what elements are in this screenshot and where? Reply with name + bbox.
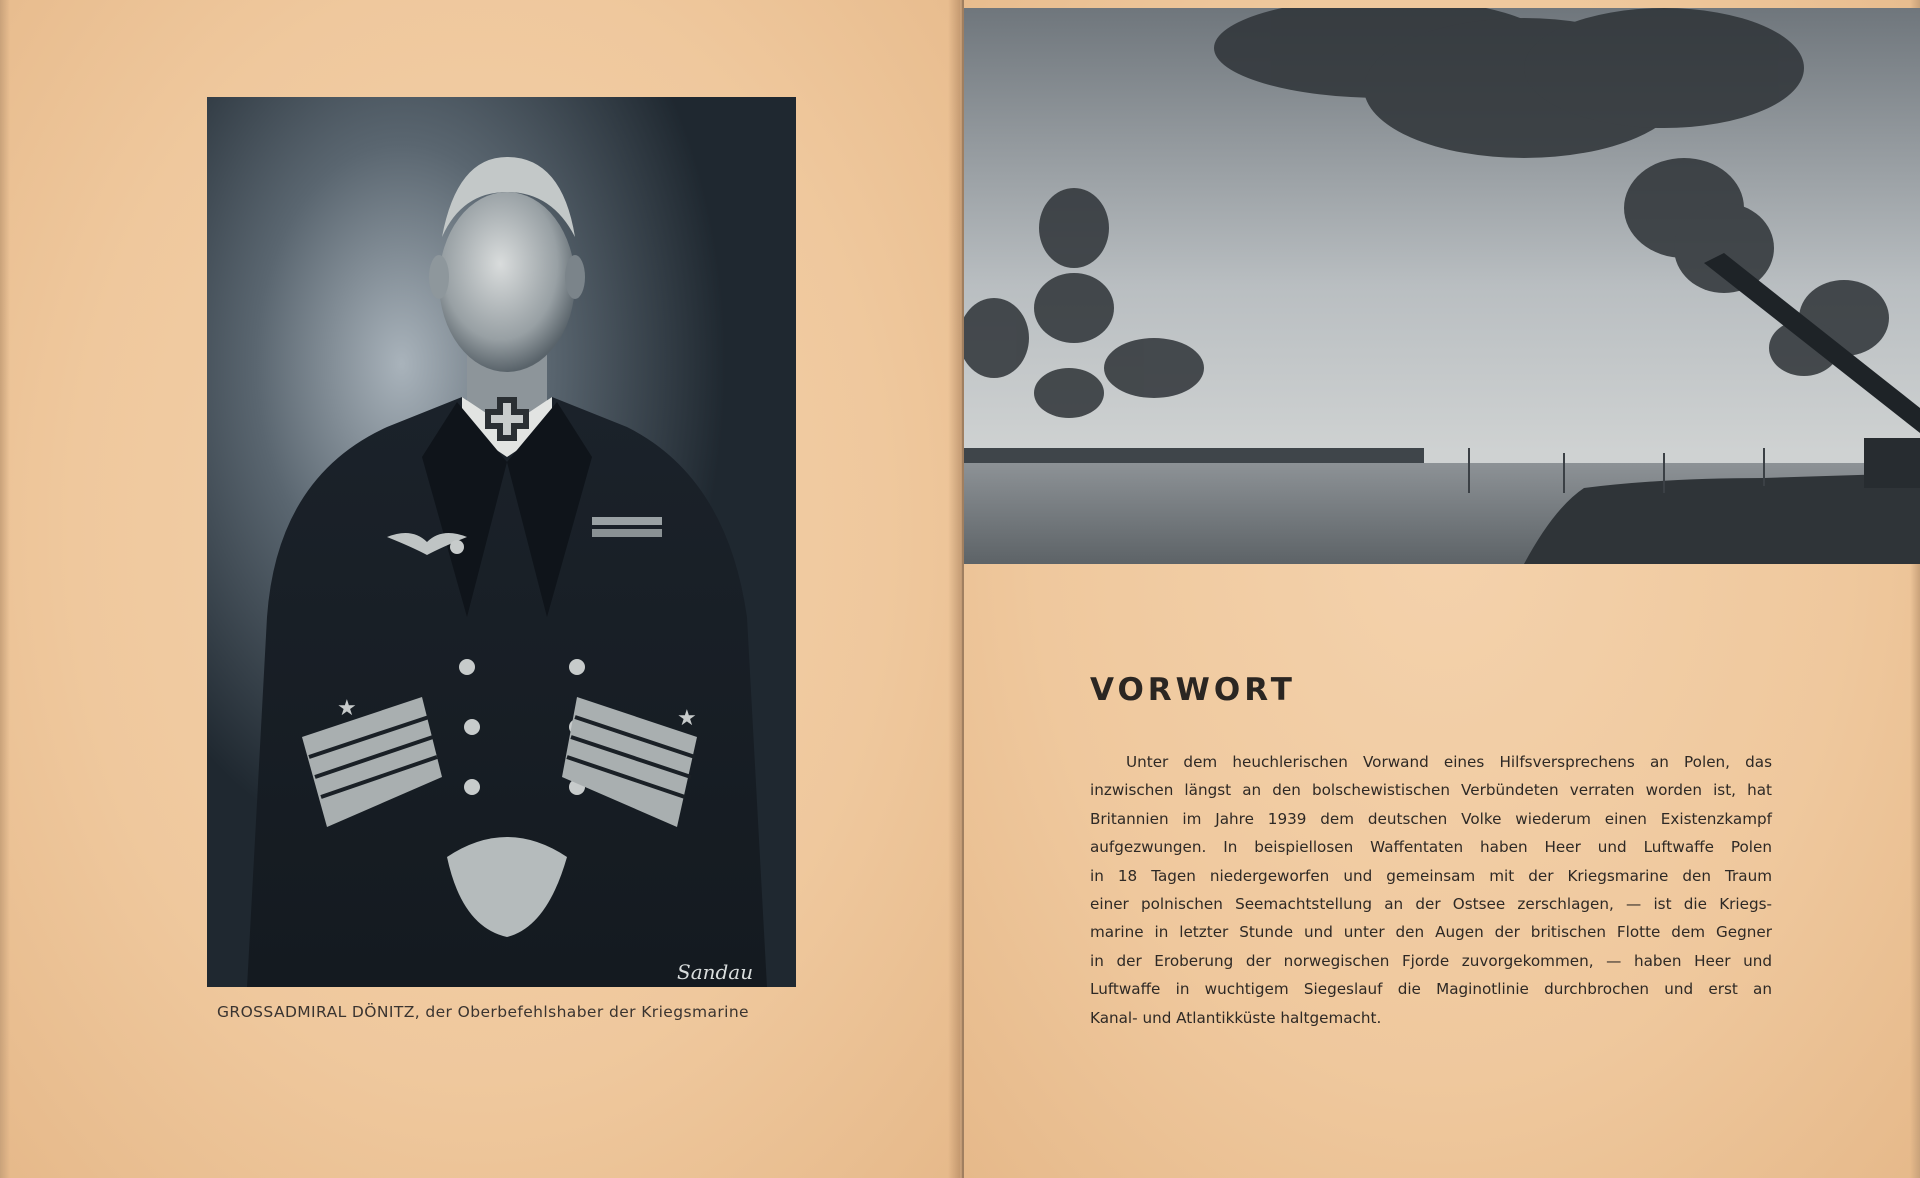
portrait-caption: GROSSADMIRAL DÖNITZ, der Oberbefehlshaber der Kriegsmarine (217, 1003, 749, 1021)
photographer-signature: Sandau (677, 960, 754, 984)
body-line: aufgezwungen. In beispiellosen Waffentaten haben Heer und Luftwaffe Polen (1090, 838, 1772, 857)
svg-text:★: ★ (337, 696, 357, 721)
portrait-photo (207, 97, 796, 987)
body-line: marine in letzter Stunde und unter den Augen der britischen Flotte dem Gegner (1090, 923, 1772, 942)
body-line: inzwischen längst an den bolschewistischen Verbündeten verraten worden ist, hat (1090, 781, 1772, 800)
battle-illustration (964, 8, 1920, 564)
body-line: Unter dem heuchlerischen Vorwand eines Hilfsversprechens an Polen, das (1126, 753, 1772, 771)
foreword-body (1090, 748, 1772, 1032)
page-edge-left (0, 0, 10, 1178)
portrait-illustration (207, 97, 796, 987)
body-line: in der Eroberung der norwegischen Fjorde zuvorgekommen, — haben Heer und (1090, 951, 1772, 970)
body-line: einer polnischen Seemachtstellung an der Ostsee zerschlagen, — ist die Kriegs- (1090, 894, 1772, 913)
body-line: Britannien im Jahre 1939 dem deutschen Volke wiederum einen Existenzkampf (1090, 809, 1772, 828)
svg-text:★: ★ (677, 706, 697, 731)
body-line: Kanal- und Atlantikküste haltgemacht. (1090, 1008, 1382, 1027)
section-heading: VORWORT (1090, 672, 1296, 708)
artillery-battle-photo (964, 8, 1920, 564)
body-line: in 18 Tagen niedergeworfen und gemeinsam mit der Kriegsmarine den Traum (1090, 866, 1772, 885)
body-line: Luftwaffe in wuchtigem Siegeslauf die Maginotlinie durchbrochen und erst an (1090, 980, 1772, 999)
